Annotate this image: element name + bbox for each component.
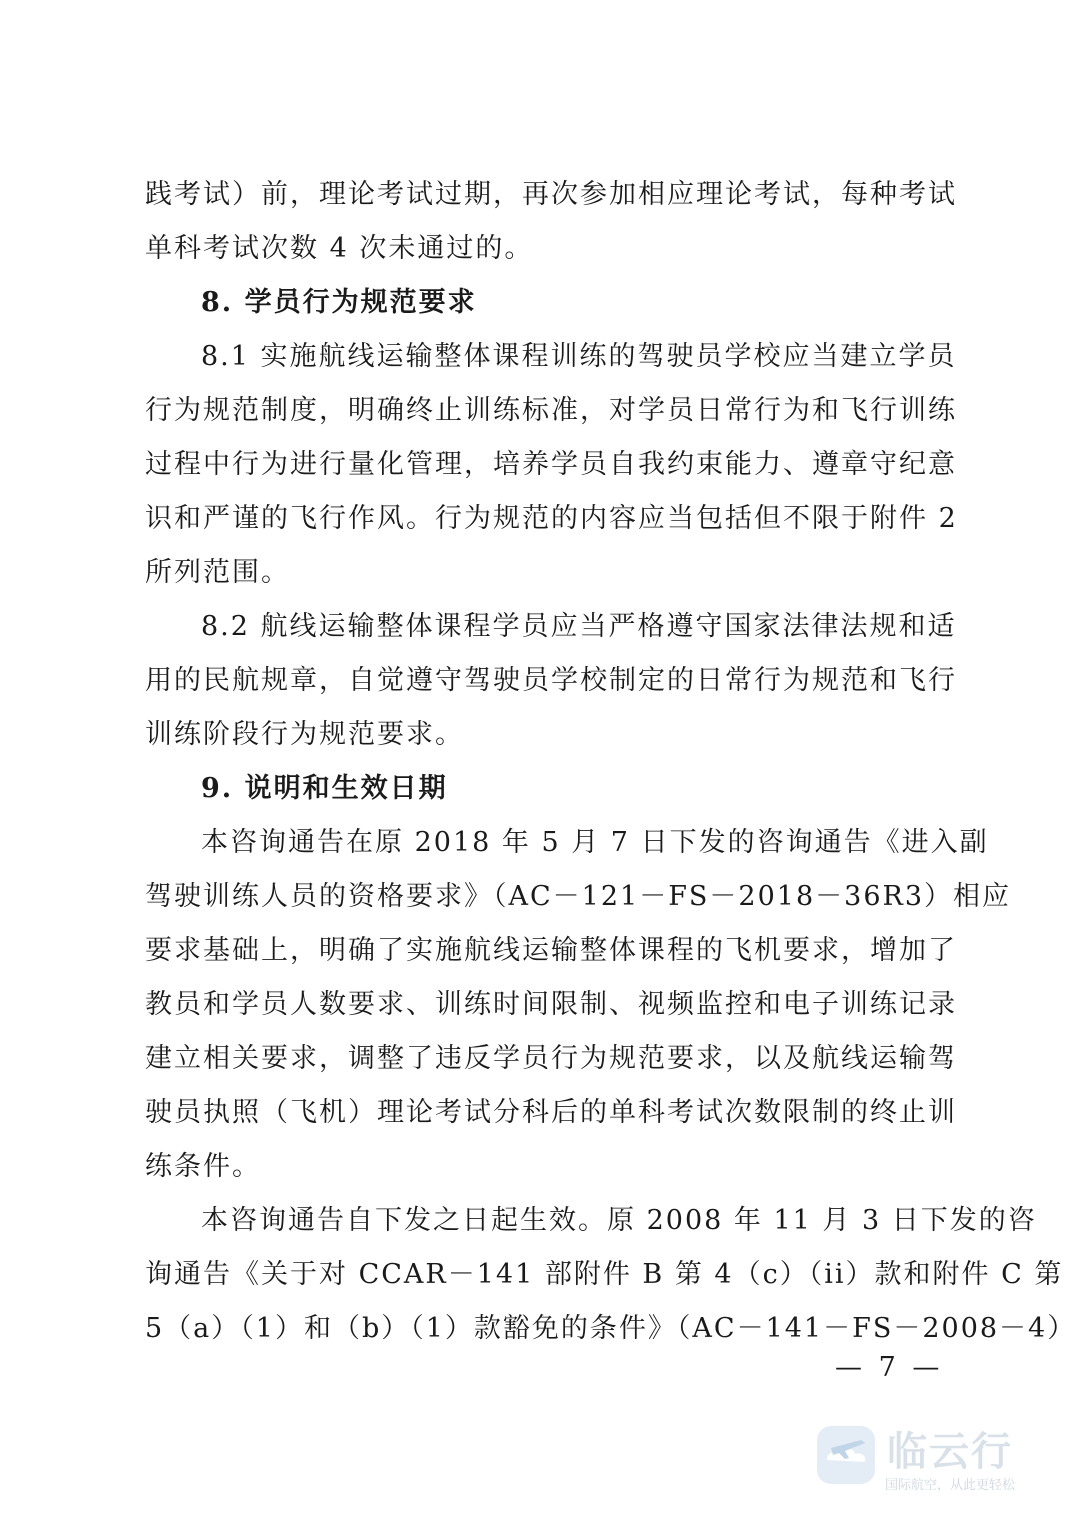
document-body	[145, 168, 1077, 1356]
text-line: 本咨询通告自下发之日起生效。原 2008 年 11 月 3 日下发的咨	[201, 1205, 1037, 1236]
page-number: — 7 —	[835, 1352, 944, 1383]
text-line: 所列范围。	[145, 557, 290, 588]
text-line: 询通告《关于对 CCAR－141 部附件 B 第 4（c）（ii）款和附件 C 第	[145, 1259, 1064, 1290]
text-line: 8.1 实施航线运输整体课程训练的驾驶员学校应当建立学员	[201, 341, 957, 372]
text-line: 行为规范制度，明确终止训练标准，对学员日常行为和飞行训练	[145, 395, 957, 426]
section-heading: 9. 说明和生效日期	[201, 773, 448, 804]
text-line: 驾驶训练人员的资格要求》（AC－121－FS－2018－36R3）相应	[145, 881, 1011, 912]
text-line: 驶员执照（飞机）理论考试分科后的单科考试次数限制的终止训	[145, 1097, 957, 1128]
text-line: 识和严谨的飞行作风。行为规范的内容应当包括但不限于附件 2	[145, 503, 958, 534]
text-line: 过程中行为进行量化管理，培养学员自我约束能力、遵章守纪意	[145, 449, 957, 480]
text-line: 单科考试次数 4 次未通过的。	[145, 233, 534, 264]
text-line: 训练阶段行为规范要求。	[145, 719, 464, 750]
text-line: 本咨询通告在原 2018 年 5 月 7 日下发的咨询通告《进入副	[201, 827, 989, 858]
watermark	[815, 1420, 1045, 1500]
text-line: 用的民航规章，自觉遵守驾驶员学校制定的日常行为规范和飞行	[145, 665, 957, 696]
section-heading: 8. 学员行为规范要求	[201, 287, 477, 318]
text-line: 8.2 航线运输整体课程学员应当严格遵守国家法律法规和适	[201, 611, 957, 642]
watermark-title: 临云行	[887, 1429, 1013, 1475]
text-line: 要求基础上，明确了实施航线运输整体课程的飞机要求，增加了	[145, 935, 957, 966]
text-line: 5（a）（1）和（b）（1）款豁免的条件》（AC－141－FS－2008－4）	[145, 1313, 1077, 1344]
airplane-cloud-icon	[815, 1424, 877, 1486]
text-line: 练条件。	[145, 1151, 261, 1182]
text-line: 践考试）前，理论考试过期，再次参加相应理论考试，每种考试	[145, 179, 957, 210]
watermark-slogan: 国际航空，从此更轻松	[885, 1478, 1016, 1493]
text-line: 教员和学员人数要求、训练时间限制、视频监控和电子训练记录	[145, 989, 957, 1020]
text-line: 建立相关要求，调整了违反学员行为规范要求，以及航线运输驾	[145, 1043, 957, 1074]
